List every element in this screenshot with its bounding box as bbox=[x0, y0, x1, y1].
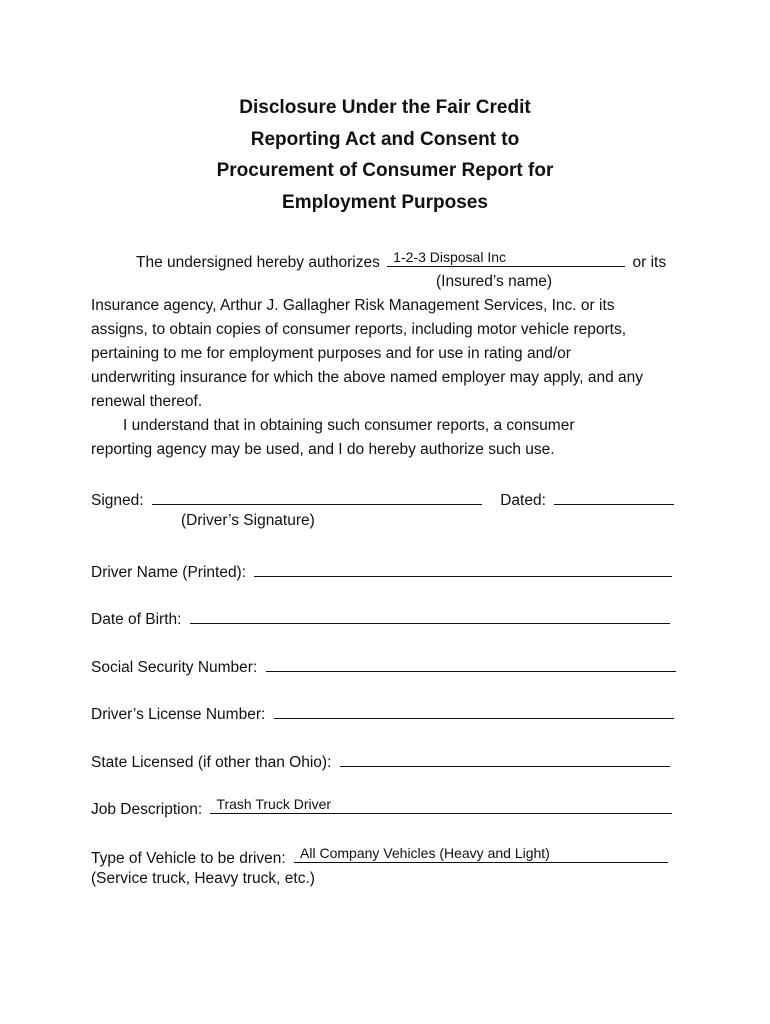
body-line: renewal thereof. bbox=[91, 393, 203, 410]
body-line: underwriting insurance for which the above named employer may apply, and any bbox=[91, 369, 643, 386]
dob-row bbox=[91, 607, 670, 629]
state-row bbox=[91, 750, 670, 772]
vehicle-field[interactable] bbox=[294, 846, 668, 863]
license-row bbox=[91, 702, 674, 724]
title-line-1: Disclosure Under the Fair Credit bbox=[239, 97, 531, 118]
vehicle-value: All Company Vehicles (Heavy and Light) bbox=[300, 845, 550, 861]
job-field[interactable] bbox=[210, 797, 672, 814]
title-line-3: Procurement of Consumer Report for bbox=[216, 160, 554, 181]
signature-caption: (Driver’s Signature) bbox=[181, 512, 315, 529]
body-line: pertaining to me for employment purposes and for use in rating and/or bbox=[91, 345, 571, 362]
authorization-prefix: The undersigned hereby authorizes bbox=[136, 254, 380, 271]
authorization-body bbox=[91, 294, 691, 462]
dated-label: Dated: bbox=[500, 492, 546, 509]
state-label: State Licensed (if other than Ohio): bbox=[91, 754, 332, 771]
vehicle-caption: (Service truck, Heavy truck, etc.) bbox=[91, 870, 315, 887]
body-line: assigns, to obtain copies of consumer reports, including motor vehicle reports, bbox=[91, 321, 627, 338]
insured-name-field[interactable] bbox=[387, 250, 625, 267]
title-line-4: Employment Purposes bbox=[282, 191, 488, 213]
job-label: Job Description: bbox=[91, 801, 203, 818]
signed-label: Signed: bbox=[91, 492, 144, 509]
signature-field[interactable] bbox=[152, 488, 482, 505]
vehicle-label: Type of Vehicle to be driven: bbox=[91, 850, 286, 867]
signature-row bbox=[91, 488, 674, 510]
understand-line: I understand that in obtaining such consumer reports, a consumer bbox=[123, 417, 575, 434]
title-line-2: Reporting Act and Consent to bbox=[250, 128, 520, 150]
understand-line: reporting agency may be used, and I do hereby authorize such use. bbox=[91, 441, 555, 458]
dob-label: Date of Birth: bbox=[91, 611, 182, 628]
authorization-line bbox=[136, 250, 666, 272]
body-line: Insurance agency, Arthur J. Gallagher Risk Management Services, Inc. or its bbox=[91, 297, 615, 314]
insured-name-value: 1-2-3 Disposal Inc bbox=[393, 249, 506, 265]
authorization-suffix: or its bbox=[632, 254, 667, 271]
ssn-field[interactable] bbox=[266, 655, 676, 672]
form-title bbox=[150, 92, 620, 218]
insured-name-caption: (Insured’s name) bbox=[436, 273, 553, 290]
job-value: Trash Truck Driver bbox=[216, 796, 332, 812]
license-label: Driver’s License Number: bbox=[91, 706, 266, 723]
driver-name-field[interactable] bbox=[254, 560, 672, 577]
driver-name-label: Driver Name (Printed): bbox=[91, 564, 247, 581]
job-row bbox=[91, 797, 672, 819]
date-field[interactable] bbox=[554, 488, 674, 505]
ssn-row bbox=[91, 655, 676, 677]
dob-field[interactable] bbox=[190, 607, 670, 624]
vehicle-row bbox=[91, 846, 668, 868]
ssn-label: Social Security Number: bbox=[91, 659, 258, 676]
driver-name-row bbox=[91, 560, 672, 582]
license-field[interactable] bbox=[274, 702, 674, 719]
state-field[interactable] bbox=[340, 750, 670, 767]
